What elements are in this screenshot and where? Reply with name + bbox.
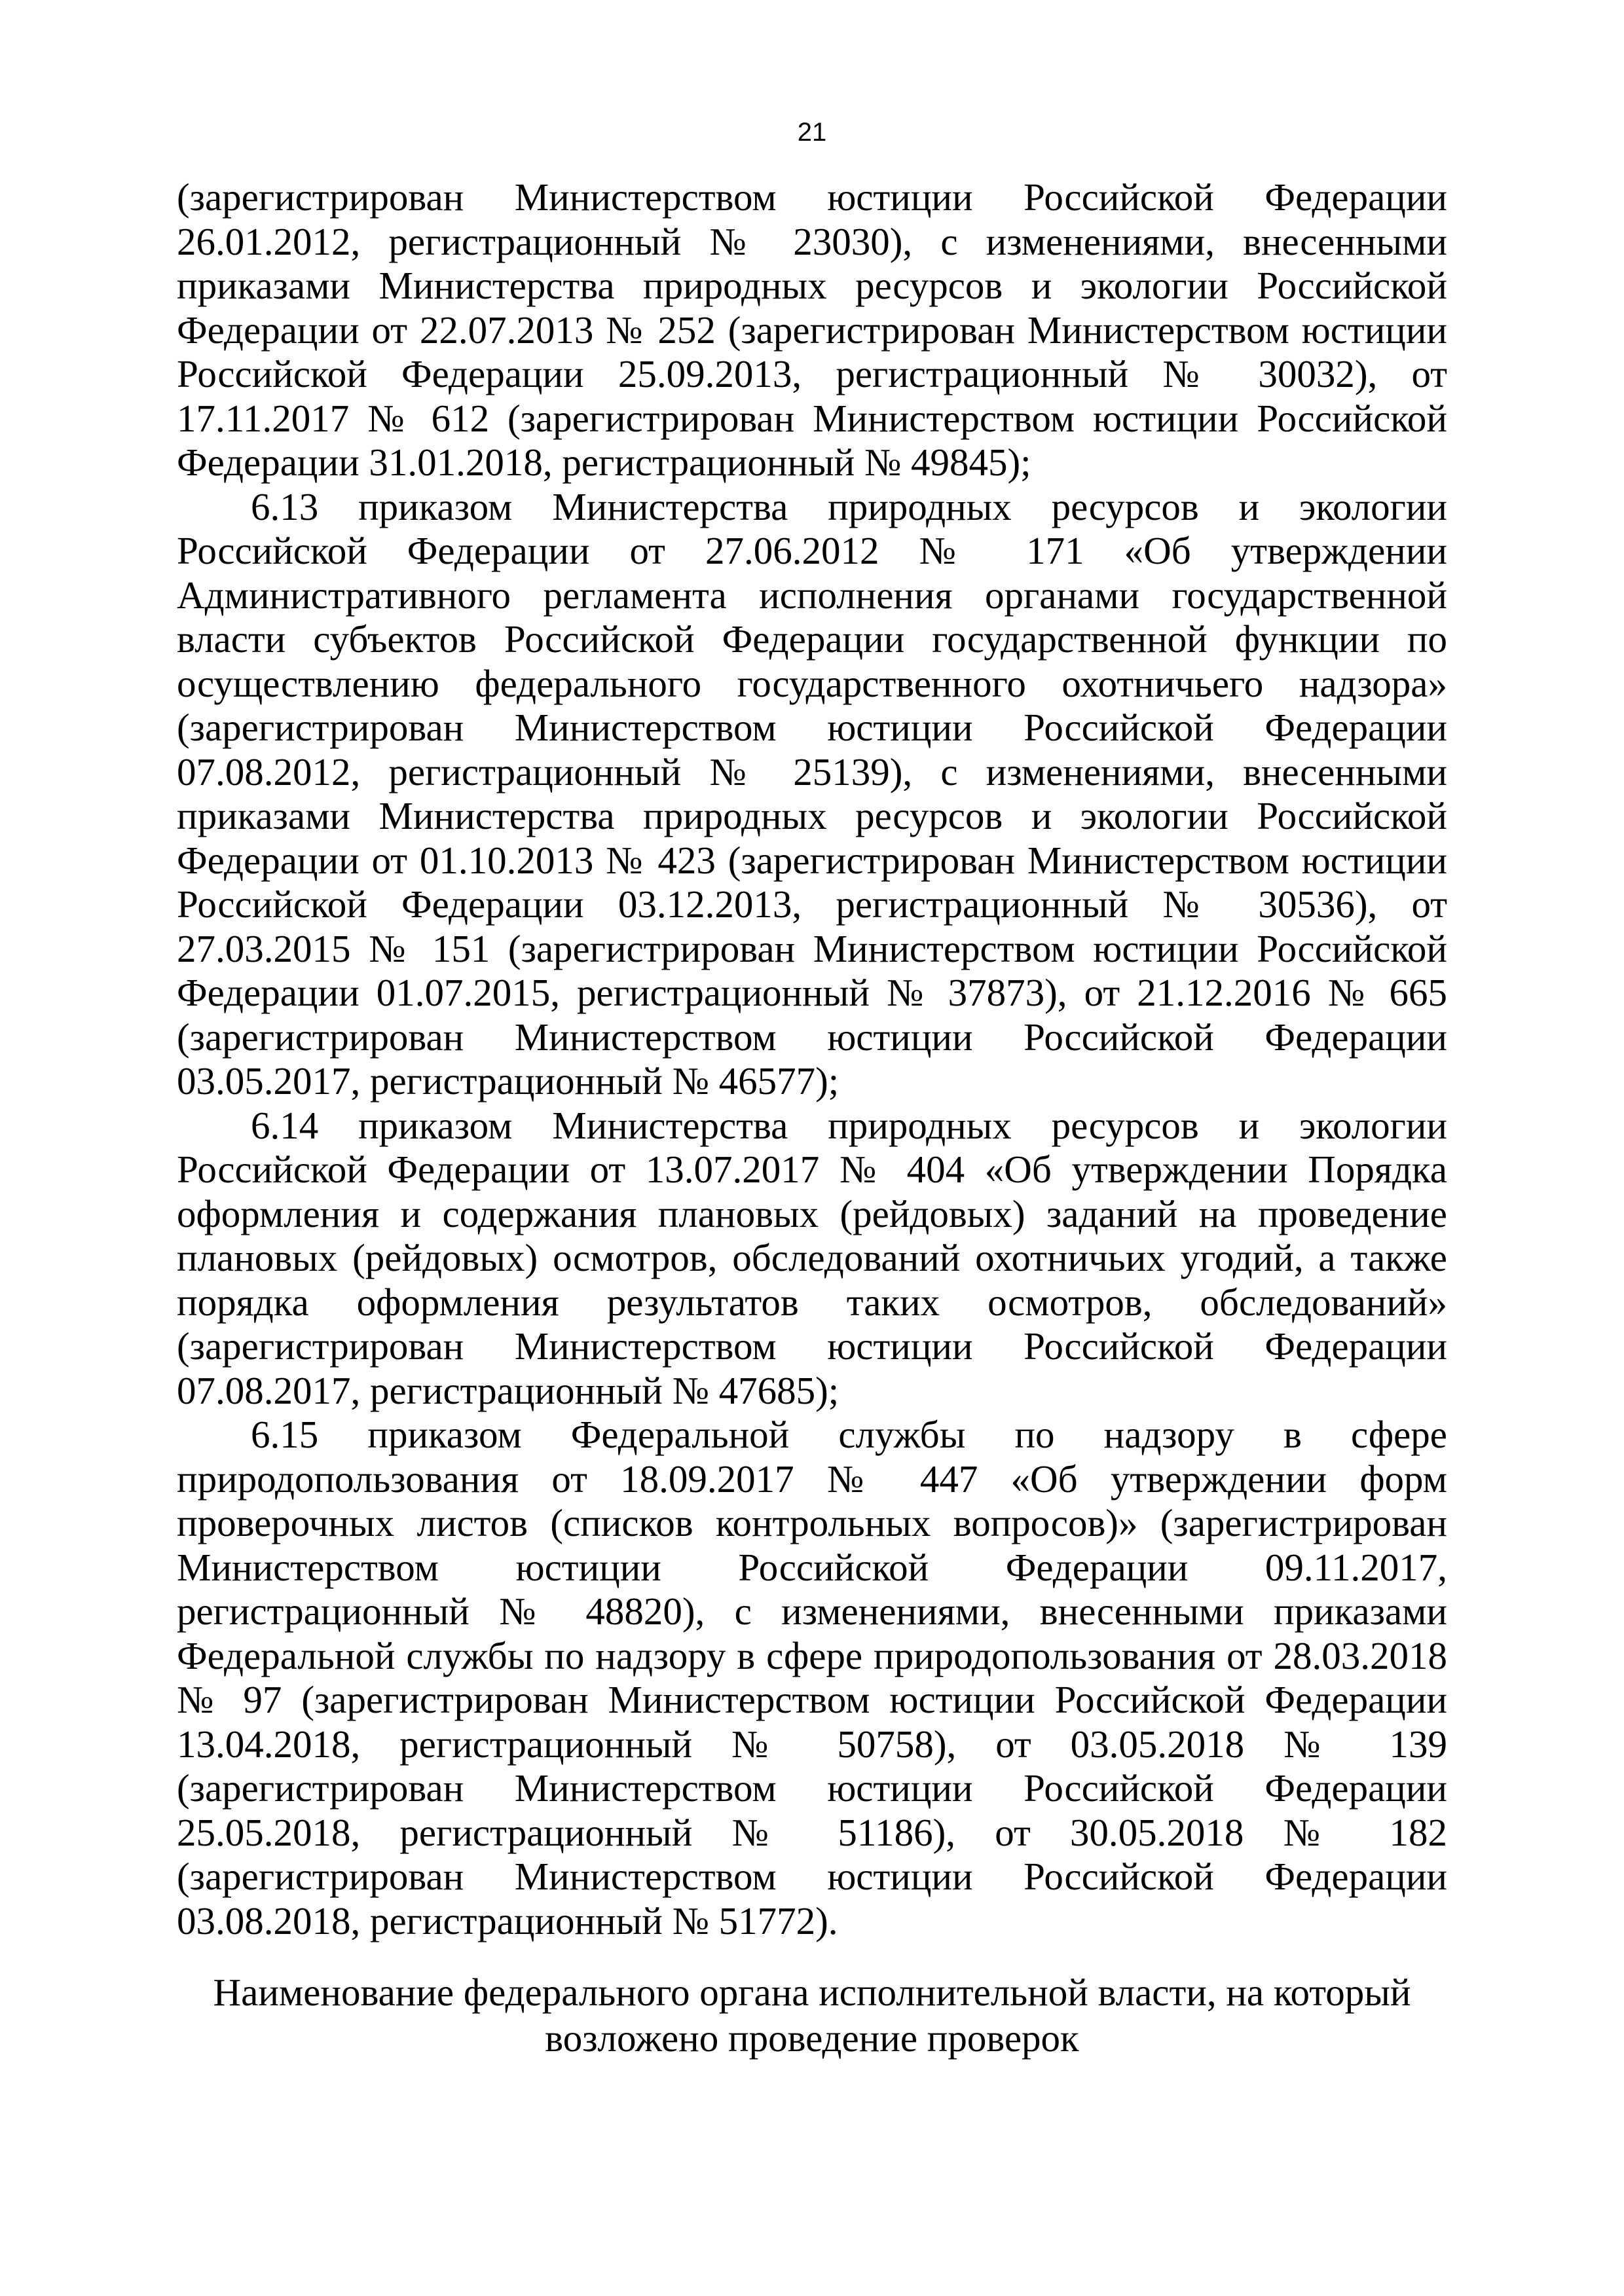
section-heading	[177, 1969, 1447, 2061]
paragraph-6-14: 6.14 приказом Министерства природных ресурсов и экологии Российской Федерации от 13.07.2017 № 404 «Об утверждении Порядка оформления и содержания плановых (рейдовых) заданий на проведение плановых (рейдовых) осмотров, обследований охотничьих угодий, а также порядка оформления результатов таких осмотров, обследований» (зарегистрирован Министерством юстиции Российской Федерации 07.08.2017, регистрационный № 47685);	[177, 1103, 1447, 1412]
section-heading-line-2: возложено проведение проверок	[545, 2016, 1079, 2060]
paragraph-6-15: 6.15 приказом Федеральной службы по надзору в сфере природопользования от 18.09.2017 № 447 «Об утверждении форм проверочных листов (списков контрольных вопросов)» (зарегистрирован Министерством юстиции Российской Федерации 09.11.2017, регистрационный № 48820), с изменениями, внесенными приказами Федеральной службы по надзору в сфере природопользования от 28.03.2018 № 97 (зарегистрирован Министерством юстиции Российской Федерации 13.04.2018, регистрационный № 50758), от 03.05.2018 № 139 (зарегистрирован Министерством юстиции Российской Федерации 25.05.2018, регистрационный № 51186), от 30.05.2018 № 182 (зарегистрирован Министерством юстиции Российской Федерации 03.08.2018, регистрационный № 51772).	[177, 1413, 1447, 1942]
paragraph-6-13: 6.13 приказом Министерства природных ресурсов и экологии Российской Федерации от 27.06.2012 № 171 «Об утверждении Административного регламента исполнения органами государственной власти субъектов Российской Федерации государственной функции по осуществлению федерального государственного охотничьего надзора» (зарегистрирован Министерством юстиции Российской Федерации 07.08.2012, регистрационный № 25139), с изменениями, внесенными приказами Министерства природных ресурсов и экологии Российской Федерации от 01.10.2013 № 423 (зарегистрирован Министерством юстиции Российской Федерации 03.12.2013, регистрационный № 30536), от 27.03.2015 № 151 (зарегистрирован Министерством юстиции Российской Федерации 01.07.2015, регистрационный № 37873), от 21.12.2016 № 665 (зарегистрирован Министерством юстиции Российской Федерации 03.05.2017, регистрационный № 46577);	[177, 484, 1447, 1102]
paragraph-continuation: (зарегистрирован Министерством юстиции Российской Федерации 26.01.2012, регистрационный № 23030), с изменениями, внесенными приказами Министерства природных ресурсов и экологии Российской Федерации от 22.07.2013 № 252 (зарегистрирован Министерством юстиции Российской Федерации 25.09.2013, регистрационный № 30032), от 17.11.2017 № 612 (зарегистрирован Министерством юстиции Российской Федерации 31.01.2018, регистрационный № 49845);	[177, 175, 1447, 484]
section-heading-line-1: Наименование федерального органа исполнительной власти, на который	[213, 1971, 1411, 2014]
page-number: 21	[797, 118, 827, 147]
document-body	[177, 175, 1447, 1943]
